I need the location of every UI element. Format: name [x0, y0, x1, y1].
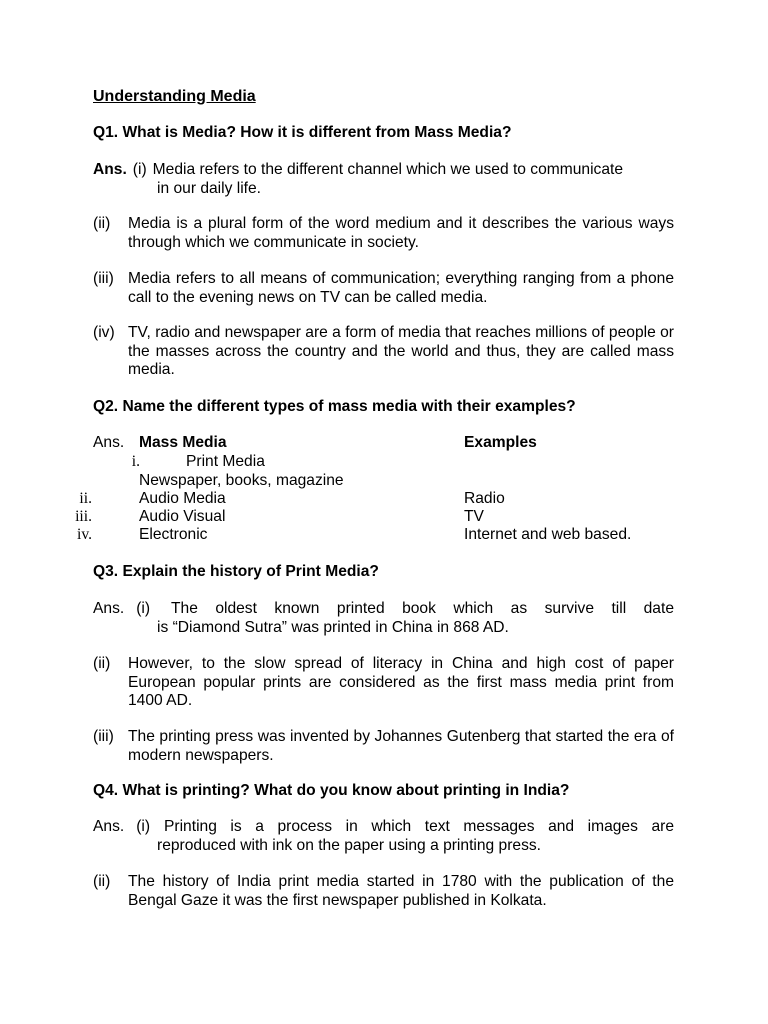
q4-answer-first	[93, 818, 674, 855]
answer-label: Ans.	[93, 818, 125, 835]
answer-marker: (i)	[132, 161, 147, 178]
q3-answer-first	[93, 600, 674, 637]
answer-marker: (i)	[136, 818, 151, 835]
answer-label: Ans.	[93, 600, 125, 617]
question-3: Q3. Explain the history of Print Media?	[93, 563, 379, 580]
row-number: iv.	[76, 526, 92, 543]
page-title: Understanding Media	[93, 88, 256, 105]
item-marker: (ii)	[93, 215, 111, 232]
q1-answer-item	[93, 270, 674, 307]
item-text: The history of India print media started in 1780 with the publication of the Bengal Gaze it was the first newspaper published in Kolkata.	[128, 873, 674, 909]
item-text: TV, radio and newspaper are a form of media that reaches millions of people or the masses across the country and the world and thus, they are called mass media.	[128, 324, 674, 378]
answer-text: Printing is a process in which text messages and images are	[164, 818, 674, 835]
question-4: Q4. What is printing? What do you know about printing in India?	[93, 782, 570, 799]
column-header-examples: Examples	[464, 434, 537, 451]
question-2: Q2. Name the different types of mass media with their examples?	[93, 398, 576, 415]
item-marker: (iii)	[93, 728, 114, 745]
media-type: Audio Visual	[139, 508, 226, 525]
item-text: Media is a plural form of the word medium and it describes the various ways through which we communicate in society.	[128, 215, 674, 251]
answer-marker: (i)	[136, 600, 151, 617]
q1-answer-item	[93, 324, 674, 380]
item-text: The printing press was invented by Johannes Gutenberg that started the era of modern newspapers.	[128, 728, 674, 764]
media-type: Audio Media	[139, 490, 226, 507]
answer-text-continued: reproduced with ink on the paper using a printing press.	[157, 836, 542, 854]
item-marker: (ii)	[93, 873, 111, 890]
answer-text-continued: is “Diamond Sutra” was printed in China in 868 AD.	[157, 618, 509, 636]
q4-answer-item	[93, 873, 674, 910]
mass-media-table	[0, 434, 768, 564]
item-text: However, to the slow spread of literacy in China and high cost of paper European popular prints are considered as the first mass media print from 1400 AD.	[128, 655, 674, 709]
row-number: iii.	[75, 508, 92, 525]
answer-label: Ans.	[93, 161, 127, 178]
answer-label: Ans.	[93, 434, 125, 451]
item-marker: (ii)	[93, 655, 111, 672]
q3-answer-item	[93, 655, 674, 711]
question-1: Q1. What is Media? How it is different from Mass Media?	[93, 124, 512, 141]
media-example: Internet and web based.	[464, 526, 632, 543]
media-type: Print Media	[186, 453, 265, 470]
media-type: Electronic	[139, 526, 208, 543]
row-number: i.	[131, 453, 140, 470]
row-number: ii.	[79, 490, 92, 507]
answer-text-continued: in our daily life.	[157, 179, 262, 197]
item-marker: (iv)	[93, 324, 115, 341]
q1-answer-first	[93, 161, 674, 198]
item-text: Media refers to all means of communication; everything ranging from a phone call to the evening news on TV can be called media.	[128, 270, 674, 306]
media-example: TV	[464, 508, 484, 525]
media-type: Newspaper, books, magazine	[139, 472, 344, 489]
item-marker: (iii)	[93, 270, 114, 287]
q3-answer-item	[93, 728, 674, 765]
media-example: Radio	[464, 490, 505, 507]
answer-text: Media refers to the different channel which we used to communicate	[152, 161, 624, 178]
q1-answer-item	[93, 215, 674, 252]
answer-text: The oldest known printed book which as survive till date	[171, 600, 674, 617]
column-header-mass-media: Mass Media	[139, 434, 227, 451]
